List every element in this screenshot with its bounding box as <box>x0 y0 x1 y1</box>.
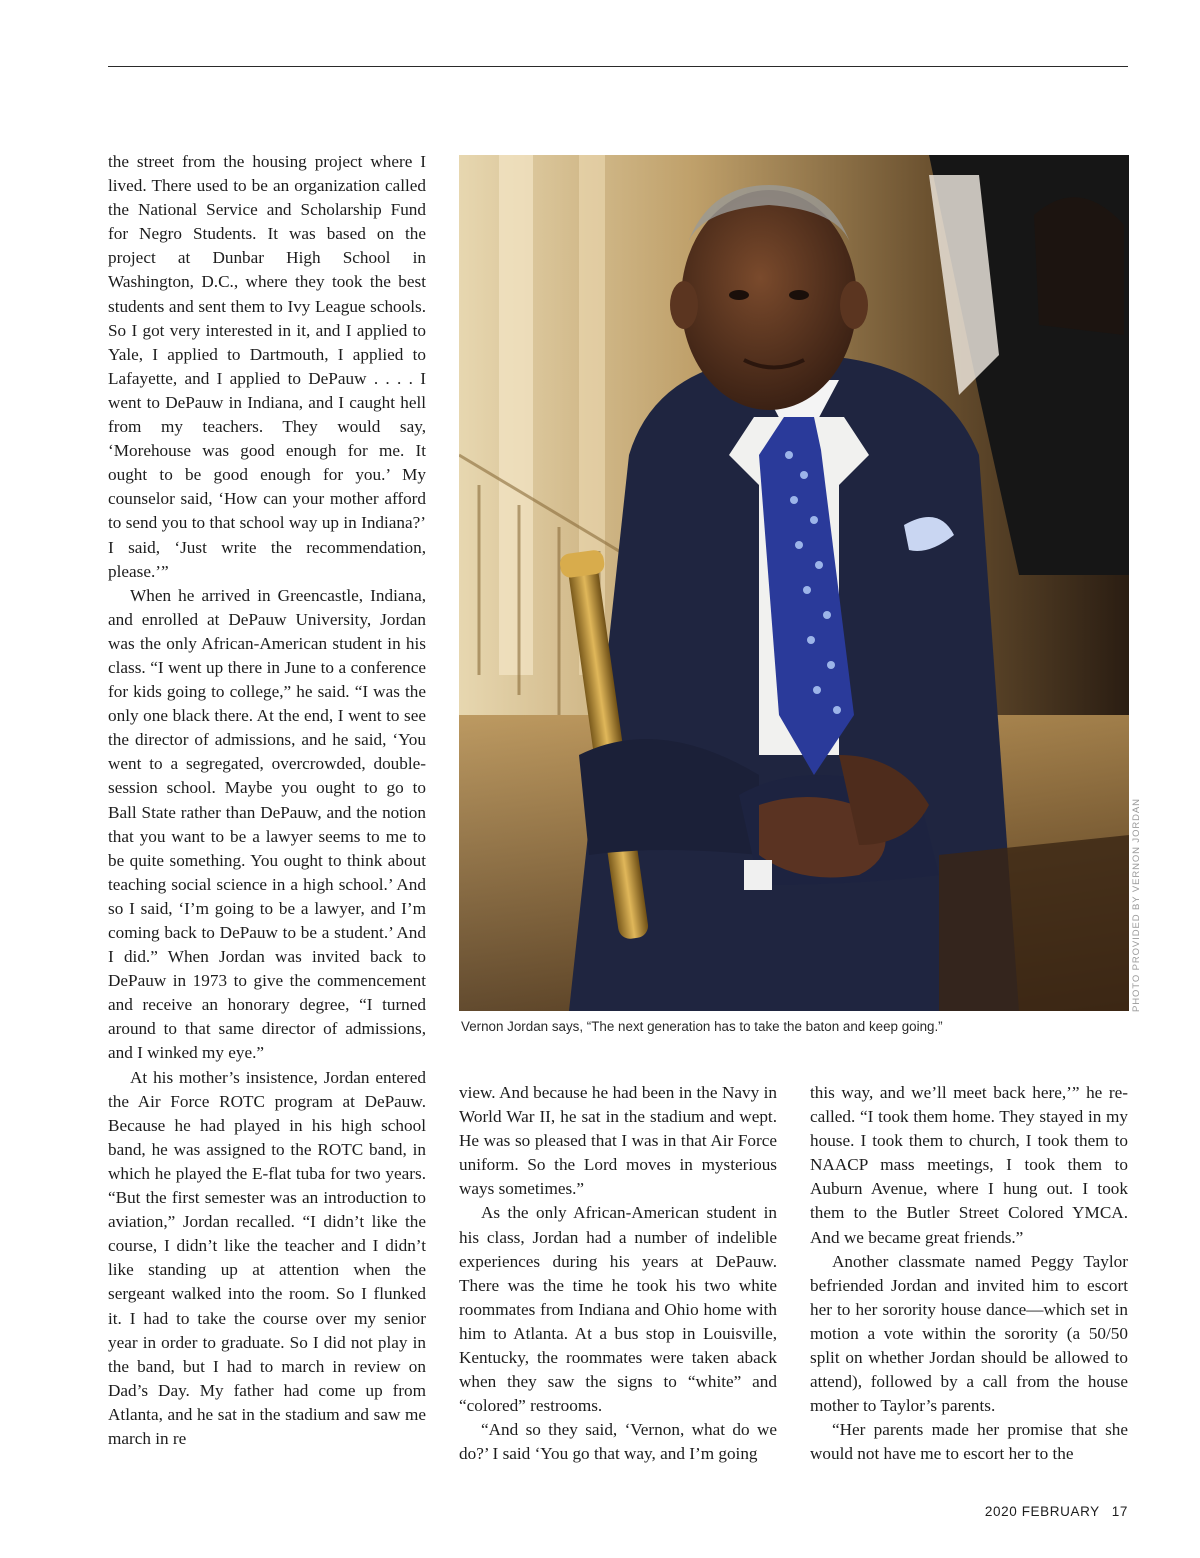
paragraph: view. And because he had been in the Navy in World War II, he sat in the stadium and wept. He was so pleased that I was in that Air Force uniform. So the Lord moves in mysterious ways sometimes.” <box>459 1083 777 1199</box>
portrait-photo <box>459 155 1129 1011</box>
paragraph: When he arrived in Greencastle, Indiana, and enrolled at DePauw University, Jordan was the only African-American student in his class. “I went up there in June to a conference for kids going to college,” he said. “I was the only one black there. At the end, I went to see the director of admissions, and he said, ‘You went to a segregated, overcrowded, double-session school. Maybe you ought to go to Ball State rather than DePauw, and the notion that you want to be a lawyer seems to me to be quite something. You ought to think about teaching social science in a high school.’ And so I said, ‘I’m going to be a lawyer, and I’m coming back to DePauw to be a student.’ And I did.” When Jordan was invited back to DePauw in 1973 to give the commencement and receive an honorary degree, “I turned around to that same director of admissions, and I winked my eye.” <box>108 585 426 1063</box>
portrait-illustration <box>459 155 1129 1011</box>
page-number: 17 <box>1111 1504 1128 1519</box>
issue-label: 2020 FEBRUARY <box>984 1504 1100 1519</box>
photo-credit: PHOTO PROVIDED BY VERNON JORDAN <box>1131 798 1142 1012</box>
paragraph: “And so they said, ‘Vernon, what do we do?’ I said ‘You go that way, and I’m going <box>459 1420 777 1464</box>
photo-caption: Vernon Jordan says, “The next generation has to take the baton and keep going.” <box>461 1019 943 1034</box>
paragraph: the street from the housing project where I lived. There used to be an organization called the National Service and Scholarship Fund for Negro Students. It was based on the project at Dunbar High School in Washington, D.C., where they took the best students and sent them to Ivy League schools. So I got very interested in it, and I applied to Yale, I applied to Dartmouth, I applied to Lafayette, and I applied to DePauw . . . . I went to DePauw in Indiana, and I caught hell from my teachers. They would say, ‘Morehouse was good enough for me. It ought to be good enough for you.’ My counselor said, ‘How can your mother afford to send you to that school way up in Indiana?’ I said, ‘Just write the recommendation, please.’” <box>108 152 426 581</box>
paragraph: At his mother’s insistence, Jordan entered the Air Force ROTC program at DePauw. Because he had played in his high school band, he was assigned to the ROTC band, in which he played the E-flat tuba for two years. “But the first semester was an introduction to aviation,” Jordan recalled. “I didn’t like the course, I didn’t like the teacher and I didn’t like standing up at attention when the sergeant walked into the room. So I flunked it. I had to take the course over my senior year in order to graduate. So I did not play in the band, but I had to march in review on Dad’s Day. My father had come up from Atlanta, and he sat in the stadium and saw me march in re <box>108 1067 426 1448</box>
page-footer <box>985 1504 1128 1519</box>
paragraph: this way, and we’ll meet back here,’” he recalled. “I took them home. They stayed in my house. I took them to church, I took them to NAACP mass meetings, I took them to Auburn Avenue, where I hung out. I took them to the Butler Street Colored YMCA. And we became great friends.” <box>810 1083 1128 1247</box>
paragraph: Another classmate named Peggy Taylor befriended Jordan and invited him to escort her to her sorority house dance—which set in motion a vote within the sorority (a 50/50 split on whether Jordan should be allowed to attend), followed by a call from the house mother to Taylor’s parents. <box>810 1251 1128 1416</box>
article-column-right <box>810 1081 1128 1467</box>
top-rule <box>108 66 1128 67</box>
paragraph: “Her parents made her promise that she would not have me to escort her to the <box>810 1420 1128 1464</box>
paragraph: As the only African-American student in his class, Jordan had a number of indelible experiences during his years at DePauw. There was the time he took his two white roommates from Indiana and Ohio home with him to Atlanta. At a bus stop in Louisville, Kentucky, the roommates were taken aback when they saw the signs to “white” and “colored” restrooms. <box>459 1203 777 1416</box>
article-column-middle <box>459 1081 777 1467</box>
article-column-left <box>108 150 426 1451</box>
